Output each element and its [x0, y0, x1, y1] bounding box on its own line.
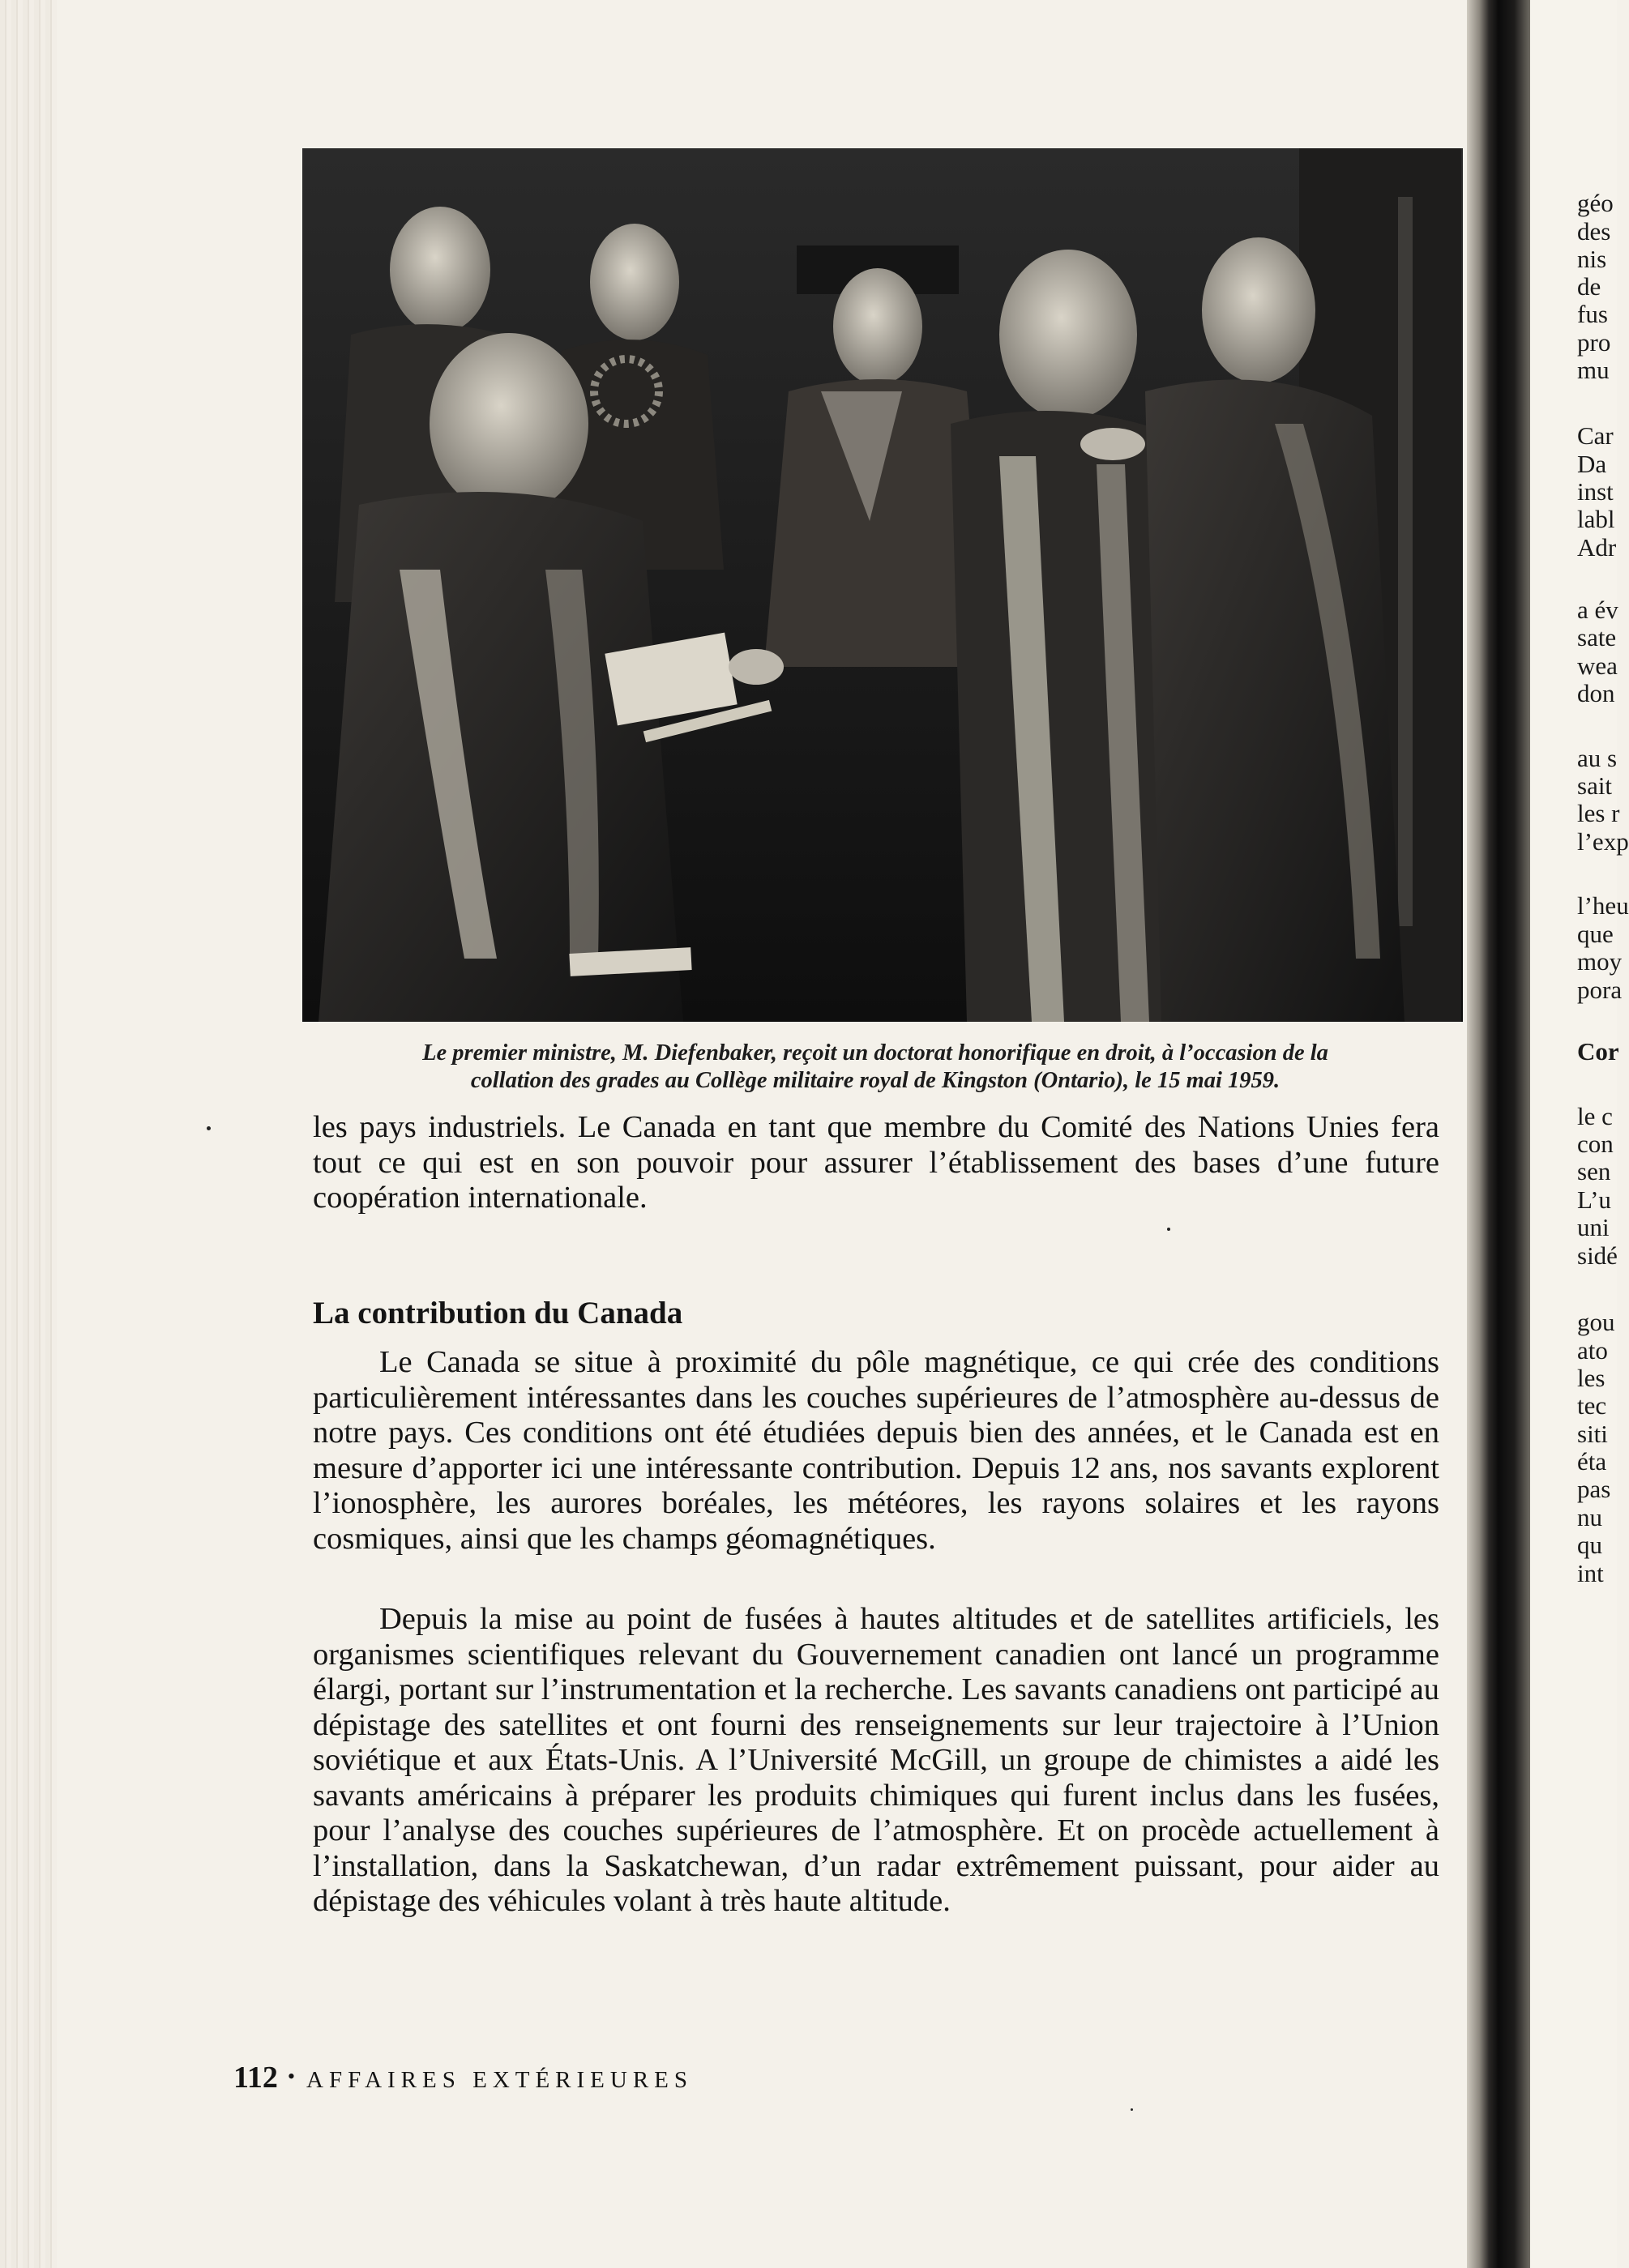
journal-title: AFFAIRES EXTÉRIEURES [306, 2067, 694, 2093]
scan-speck [1131, 2108, 1133, 2111]
right-page-line: les [1577, 1364, 1605, 1392]
right-page-line: wea [1577, 651, 1618, 680]
right-page-line: l’exp [1577, 827, 1629, 856]
page-number: 112 [233, 2061, 278, 2095]
right-page-line: géo [1577, 189, 1614, 217]
right-page-line: inst [1577, 477, 1614, 506]
paragraph-1-text: les pays industriels. Le Canada en tant que membre du Comité des Nations Unies fera tout ce qui est en son pouvoir pour assurer l’établissement des bases d’une future coopération internationale. [313, 1110, 1439, 1215]
right-page-line: le c [1577, 1102, 1613, 1130]
right-page-line: les r [1577, 799, 1620, 827]
right-page-line: Cor [1577, 1037, 1619, 1066]
right-page-line: L’u [1577, 1185, 1611, 1214]
right-page-line: siti [1577, 1420, 1608, 1448]
caption-line-2: collation des grades au Collège militaire royal de Kingston (Ontario), le 15 mai 1959. [470, 1068, 1281, 1093]
right-page-line: sidé [1577, 1241, 1618, 1270]
right-page-line: sate [1577, 623, 1617, 651]
right-page-line: Car [1577, 421, 1614, 450]
paragraph-rockets-satellites [313, 1602, 1439, 1920]
right-page-line: pro [1577, 328, 1611, 357]
right-page-line: a év [1577, 596, 1618, 624]
right-page-line: gou [1577, 1308, 1615, 1336]
right-page-line: qu [1577, 1531, 1602, 1559]
paragraph-intro [313, 1110, 1439, 1216]
right-page-line: des [1577, 217, 1611, 246]
right-page-line: don [1577, 679, 1615, 707]
right-page-line: au s [1577, 744, 1618, 772]
binding-gutter [1467, 0, 1530, 2268]
right-page-line: Da [1577, 450, 1607, 478]
right-page-line: éta [1577, 1447, 1607, 1476]
footer-bullet: • [287, 2065, 296, 2088]
ceremony-photograph [302, 148, 1463, 1022]
right-page-line: labl [1577, 505, 1615, 533]
right-page-line: nis [1577, 245, 1607, 273]
right-page-line: Adr [1577, 533, 1617, 562]
caption-line-1: Le premier ministre, M. Diefenbaker, reçoit un doctorat honorifique en droit, à l’occasion de la [422, 1040, 1328, 1066]
right-page-line: sen [1577, 1157, 1611, 1185]
right-page-line: fus [1577, 300, 1608, 328]
right-page-line: moy [1577, 947, 1623, 976]
right-page-line: con [1577, 1130, 1614, 1158]
photo-caption [276, 1040, 1475, 1095]
right-page-line: int [1577, 1559, 1604, 1587]
scan-margin-left [0, 0, 57, 2268]
adjacent-page-fragment [1530, 0, 1629, 2268]
right-page-line: mu [1577, 356, 1610, 384]
right-page-line: pora [1577, 976, 1623, 1004]
right-page-line: l’heu [1577, 891, 1629, 920]
scan-speck [207, 1126, 211, 1130]
scan-speck [1167, 1228, 1170, 1231]
right-page-line: tec [1577, 1391, 1607, 1420]
right-page-line: que [1577, 920, 1614, 948]
right-page-line: pas [1577, 1475, 1611, 1503]
section-heading: La contribution du Canada [313, 1296, 683, 1330]
right-page-line: ato [1577, 1336, 1608, 1365]
right-page-line: sait [1577, 771, 1613, 800]
page-footer [233, 2060, 693, 2095]
right-page-line: uni [1577, 1213, 1610, 1241]
right-page-line: nu [1577, 1503, 1602, 1531]
right-page-line: de [1577, 272, 1601, 301]
paragraph-magnetic-pole [313, 1345, 1439, 1557]
paragraph-2-text: Le Canada se situe à proximité du pôle magnétique, ce qui crée des conditions particulièrement intéressantes dans les couches supérieures de l’atmosphère au-dessus de notre pays. Ces conditions ont été étudiées depuis bien des années, et le Canada est en mesure d’apporter ici une intéressante contribution. Depuis 12 ans, nos savants explorent l’ionosphère, les aurores boréales, les météores, les rayons solaires et les rayons cosmiques, ainsi que les champs géomagnétiques. [313, 1345, 1439, 1556]
paragraph-3-text: Depuis la mise au point de fusées à hautes altitudes et de satellites artificiels, les organismes scientifiques relevant du Gouvernement canadien ont lancé un programme élargi, portant sur l’instrumentation et la recherche. Les savants canadiens ont participé au dépistage des satellites et ont fourni des renseignements sur leur trajectoire à l’Union soviétique et aux États-Unis. A l’Université McGill, un groupe de chimistes a aidé les savants américains à préparer les produits chimiques qui furent inclus dans les fusées, pour l’analyse des couches supérieures de l’atmosphère. Et on procède actuellement à l’installation, dans la Saskatchewan, d’un radar extrêmement puissant, pour aider au dépistage des véhicules volant à très haute altitude. [313, 1602, 1439, 1918]
